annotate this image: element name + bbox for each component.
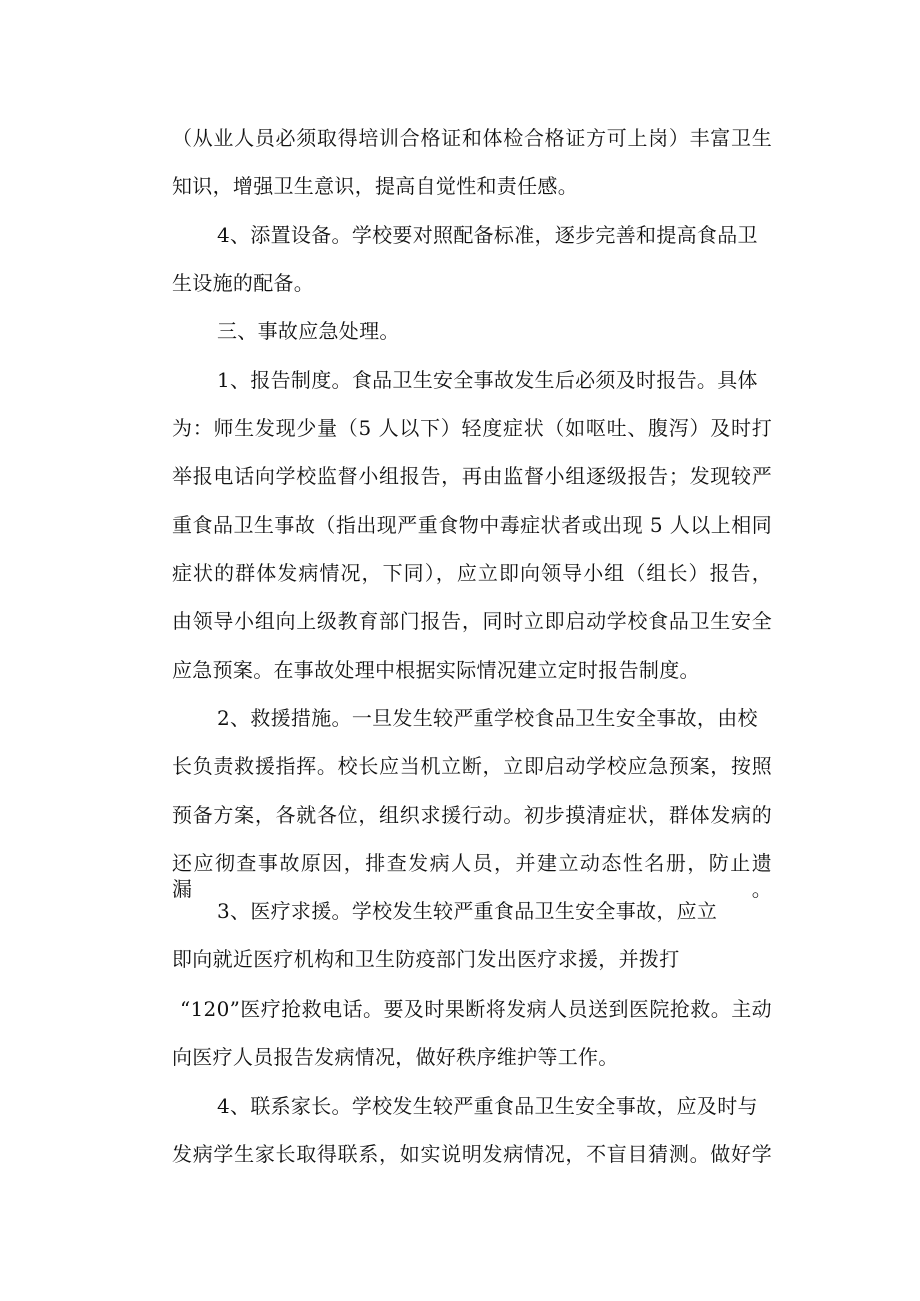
text-line: 预备方案，各就各位，组织求援行动。初步摸清症状，群体发病的 <box>172 803 772 827</box>
text-line: 4、联系家长。学校发生较严重食品卫生安全事故，应及时与 <box>217 1094 758 1118</box>
text-line: 由领导小组向上级教育部门报告，同时立即启动学校食品卫生安全 <box>172 609 772 633</box>
text-line: （从业人员必须取得培训合格证和体检合格证方可上岗）丰富卫生 <box>172 126 772 150</box>
text-line: 发病学生家长取得联系，如实说明发病情况，不盲目猜测。做好学 <box>172 1142 772 1166</box>
text-line: 向医疗人员报告发病情况，做好秩序维护等工作。 <box>172 1045 619 1069</box>
section-heading: 三、事故应急处理。 <box>217 319 400 343</box>
text-line: “120”医疗抢救电话。要及时果断将发病人员送到医院抢救。主动 <box>180 997 772 1021</box>
text-line: 4、添置设备。学校要对照配备标准，逐步完善和提高食品卫 <box>217 223 758 247</box>
text-line: 即向就近医疗机构和卫生防疫部门发出医疗求援，并拨打 <box>172 947 680 971</box>
text-line: 还应彻查事故原因，排查发病人员，并建立动态性名册，防止遗漏。 <box>172 851 772 901</box>
text-line: 应急预案。在事故处理中根据实际情况建立定时报告制度。 <box>172 658 700 682</box>
text-line: 3、医疗求援。学校发生较严重食品卫生安全事故，应立 <box>217 899 718 923</box>
text-line: 知识，增强卫生意识，提高自觉性和责任感。 <box>172 174 578 198</box>
text-line: 症状的群体发病情况，下同），应立即向领导小组（组长）报告， <box>172 561 772 585</box>
text-line: 重食品卫生事故（指出现严重食物中毒症状者或出现 5 人以上相同 <box>172 513 772 537</box>
text-line: 长负责救援指挥。校长应当机立断，立即启动学校应急预案，按照 <box>172 754 772 778</box>
text-line: 为：师生发现少量（5 人以下）轻度症状（如呕吐、腹泻）及时打 <box>172 416 772 440</box>
text-line: 生设施的配备。 <box>172 271 315 295</box>
text-line: 1、报告制度。食品卫生安全事故发生后必须及时报告。具体 <box>217 368 758 392</box>
text-line: 举报电话向学校监督小组报告，再由监督小组逐级报告；发现较严 <box>172 464 772 488</box>
text-line: 2、救援措施。一旦发生较严重学校食品卫生安全事故，由校 <box>217 706 758 730</box>
